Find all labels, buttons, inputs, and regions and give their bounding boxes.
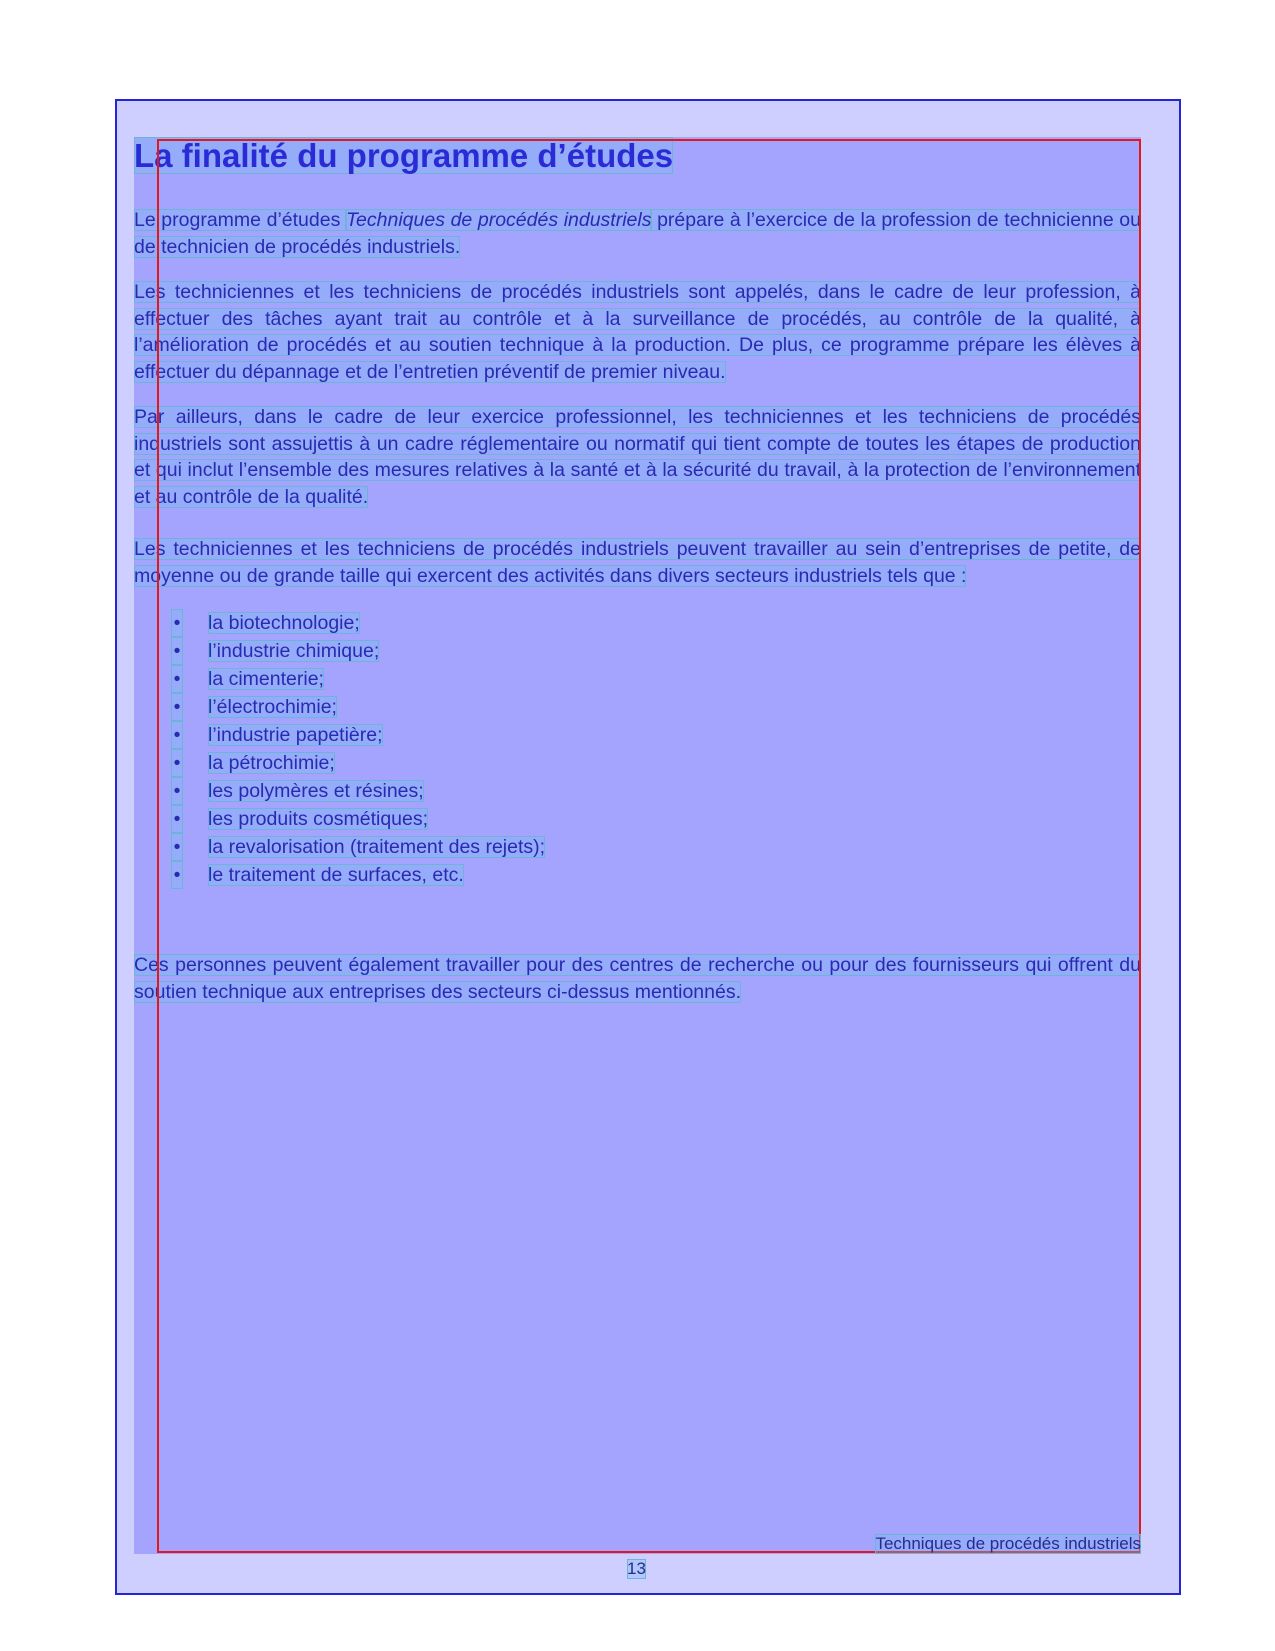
bullet-icon: • (171, 721, 183, 749)
bullet-icon: • (171, 609, 183, 637)
bullet-icon: • (171, 693, 183, 721)
program-name: Techniques de procédés industriels (345, 209, 652, 231)
paragraph-intro: Le programme d’études Techniques de procédés industriels prépare à l’exercice de la profession de technicienne ou de technicien de procédés industriels. (134, 209, 1141, 258)
list-item: • l’industrie chimique; (171, 637, 1141, 665)
list-item: • la cimenterie; (171, 665, 1141, 693)
list-item: • l’électrochimie; (171, 693, 1141, 721)
list-item: • les polymères et résines; (171, 777, 1141, 805)
bullet-icon: • (171, 749, 183, 777)
paragraph-regulations: Par ailleurs, dans le cadre de leur exercice professionnel, les techniciennes et les techniciens de procédés industriels sont assujettis à un cadre réglementaire ou normatif qui tient compte de toutes les étapes de production et qui inclut l’ensemble des mesures relatives à la santé et à la sécurité du travail, à la protection de l’environnement et au contrôle de la qualité. (134, 406, 1141, 508)
list-item: • le traitement de surfaces, etc. (171, 861, 1141, 889)
content-frame (157, 139, 1141, 1553)
paragraph-workplaces: Les techniciennes et les techniciens de procédés industriels peuvent travailler au sein d’entreprises de petite, de moyenne ou de grande taille qui exercent des activités dans divers secteurs industriels tels que : (134, 538, 1141, 587)
page-title: La finalité du programme d’études (134, 137, 674, 174)
list-item: • la biotechnologie; (171, 609, 1141, 637)
list-item: • l’industrie papetière; (171, 721, 1141, 749)
bullet-icon: • (171, 833, 183, 861)
list-item: • la revalorisation (traitement des rejets); (171, 833, 1141, 861)
bullet-icon: • (171, 637, 183, 665)
page-number: 13 (627, 1559, 646, 1578)
bullet-icon: • (171, 777, 183, 805)
list-item: • les produits cosmétiques; (171, 805, 1141, 833)
bullet-icon: • (171, 665, 183, 693)
paragraph-other-employers: Ces personnes peuvent également travailler pour des centres de recherche ou pour des fournisseurs qui offrent du soutien technique aux entreprises des secteurs ci-dessus mentionnés. (134, 954, 1141, 1003)
list-item: • la pétrochimie; (171, 749, 1141, 777)
paragraph-tasks: Les techniciennes et les techniciens de procédés industriels sont appelés, dans le cadre de leur profession, à effectuer des tâches ayant trait au contrôle et à la surveillance de procédés, au contrôle de la qualité, à l’amélioration de procédés et au soutien technique à la production. De plus, ce programme prépare les élèves à effectuer du dépannage et de l’entretien préventif de premier niveau. (134, 281, 1141, 383)
bullet-icon: • (171, 861, 183, 889)
bullet-icon: • (171, 805, 183, 833)
footer-title: Techniques de procédés industriels (875, 1534, 1141, 1553)
